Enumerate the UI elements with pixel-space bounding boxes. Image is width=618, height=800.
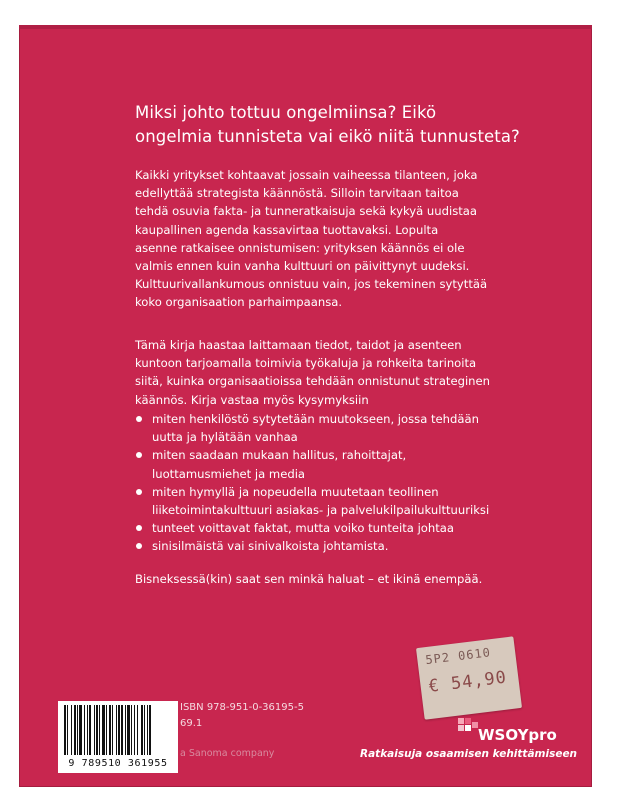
barcode-digits: 9 789510 361955	[68, 758, 168, 769]
barcode	[58, 701, 178, 773]
bullet-icon	[136, 416, 142, 422]
list-item-line: miten henkilöstö sytytetään muutokseen, jossa tehdään	[152, 412, 479, 426]
list-item	[135, 483, 535, 519]
list-item-line: liiketoimintakulttuuri asiakas- ja palvelukilpailukulttuuriksi	[152, 503, 490, 518]
price-sticker	[416, 636, 522, 719]
list-item-line: luottamusmiehet ja media	[152, 466, 306, 481]
bullet-icon	[136, 452, 142, 458]
list-item	[135, 537, 535, 555]
paragraph-line: koko organisaation parhaimpaansa.	[135, 295, 343, 310]
headline-line-1: Miksi johto tottuu ongelmiinsa? Eikö	[135, 103, 437, 122]
publisher-tagline: Ratkaisuja osaamisen kehittämiseen	[360, 748, 578, 760]
bullet-icon	[136, 525, 142, 531]
intro-paragraph	[135, 166, 515, 312]
list-item	[135, 446, 535, 482]
paragraph-line: Kulttuurivallankumous onnistuu vain, jos tekeminen sytyttää	[135, 277, 488, 292]
isbn-number: ISBN 978-951-0-36195-5	[180, 702, 304, 713]
list-item-line: uutta ja hylätään vanhaa	[152, 430, 298, 445]
bullet-icon	[136, 543, 142, 549]
sticker-price: € 54,90	[427, 667, 509, 697]
list-item-line: miten hymyllä ja nopeudella muutetaan teollinen	[152, 484, 439, 499]
publisher-note: a Sanoma company	[180, 748, 275, 759]
list-item-line: miten saadaan mukaan hallitus, rahoittajat,	[152, 448, 407, 463]
list-item-line: sinisilmäistä vai sinivalkoista johtamista.	[152, 539, 389, 554]
paragraph-line: kaupallinen agenda kassavirtaa tuottavaksi. Lopulta	[135, 222, 439, 237]
list-item	[135, 519, 535, 537]
paragraph-line: kuntoon tarjoamalla toimivia työkaluja ja rohkeita tarinoita	[135, 356, 477, 371]
paragraph-line: Kaikki yritykset kohtaavat jossain vaiheessa tilanteen, joka	[135, 168, 478, 182]
cover-top-edge	[19, 25, 592, 29]
paragraph-line: tehdä osuvia fakta- ja tunneratkaisuja sekä kykyä uudistaa	[135, 204, 477, 219]
closing-line: Bisneksessä(kin) saat sen minkä haluat – et ikinä enempää.	[135, 572, 483, 586]
paragraph-line: edellyttää strategista käännöstä. Silloin tarvitaan taitoa	[135, 186, 459, 201]
paragraph-line: valmis ennen kuin vanha kulttuuri on päivittynyt uudeksi.	[135, 259, 470, 274]
list-item	[135, 410, 535, 446]
paragraph-line: käännös. Kirja vastaa myös kysymyksiin	[135, 392, 369, 407]
paragraph-line: asenne ratkaisee onnistumisen: yrityksen käännös ei ole	[135, 240, 465, 255]
isbn-info	[180, 700, 304, 732]
list-item-line: tunteet voittavat faktat, mutta voiko tunteita johtaa	[152, 521, 454, 536]
question-list	[135, 410, 535, 556]
paragraph-line: siitä, kuinka organisaatioissa tehdään onnistunut strateginen	[135, 374, 491, 389]
sticker-code: 5P2 0610	[424, 645, 492, 668]
classification-code: 69.1	[180, 718, 203, 729]
headline-line-2: ongelmia tunnisteta vai eikö niitä tunnusteta?	[135, 127, 520, 146]
book-description-paragraph	[135, 336, 515, 409]
publisher-brand: WSOYpro	[478, 726, 557, 744]
headline	[135, 101, 555, 149]
barcode-bars	[62, 705, 174, 757]
paragraph-line: Tämä kirja haastaa laittamaan tiedot, taidot ja asenteen	[135, 338, 462, 352]
bullet-icon	[136, 489, 142, 495]
